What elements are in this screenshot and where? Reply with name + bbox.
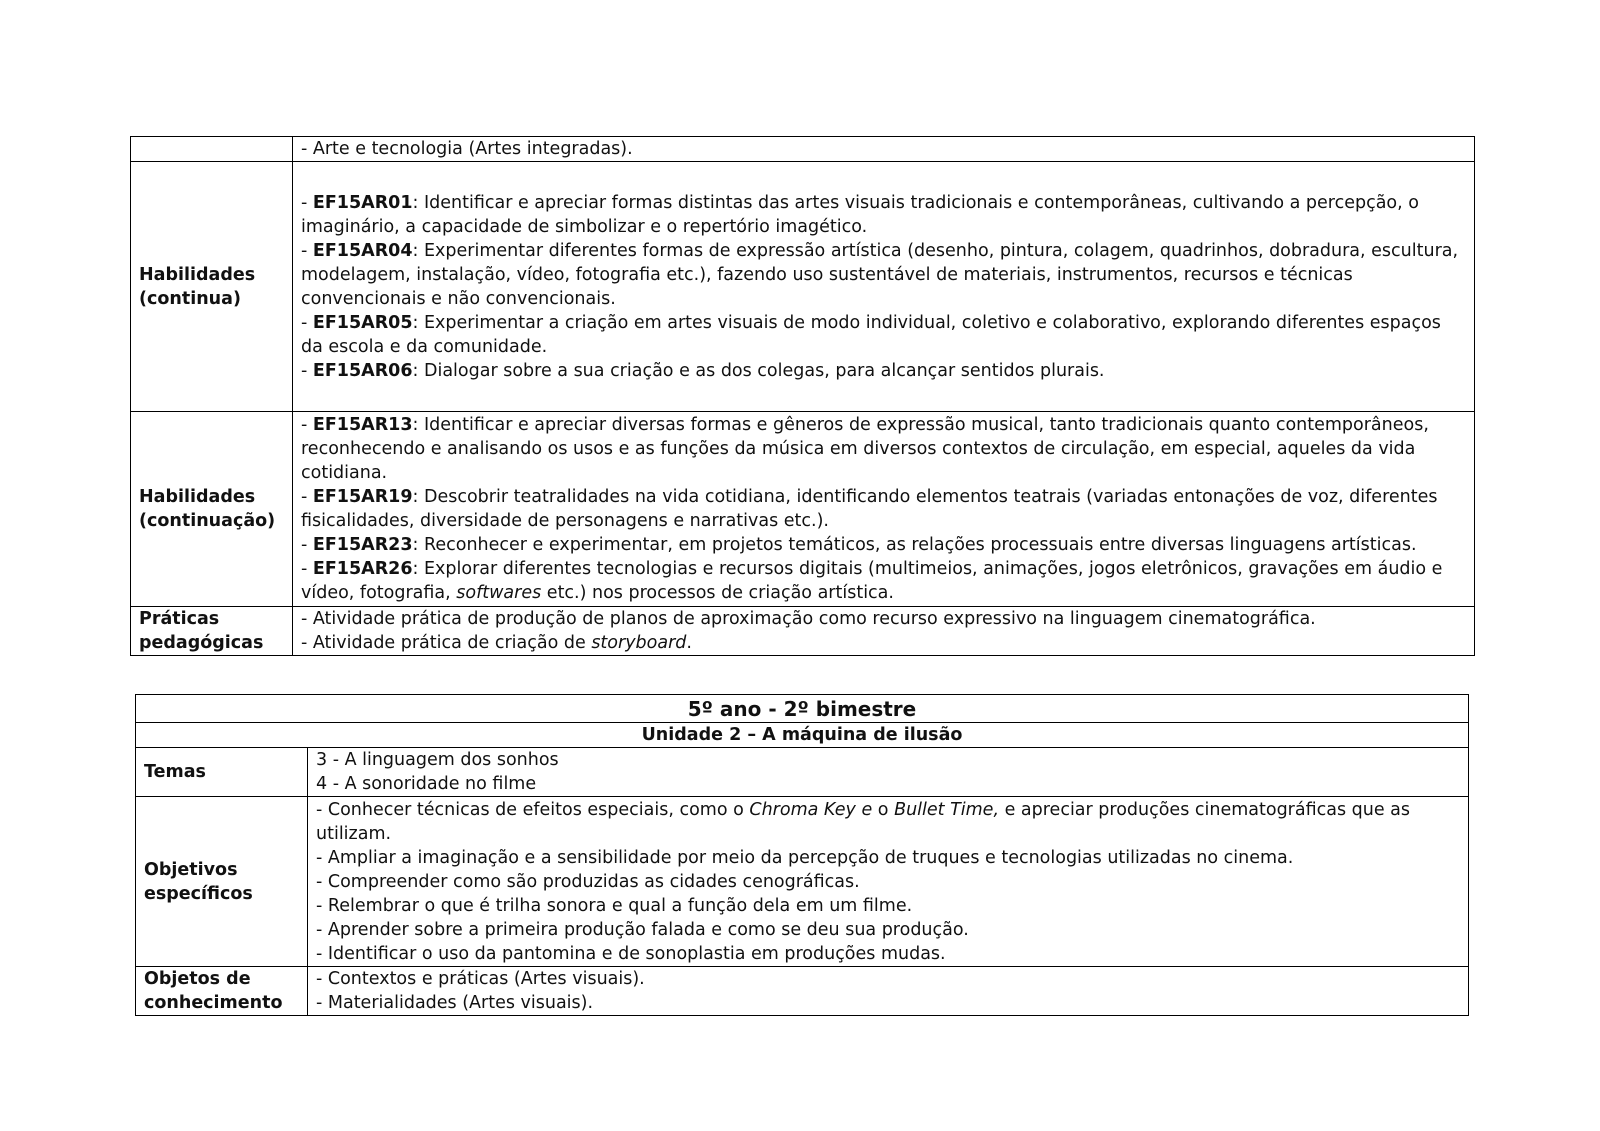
objetos-content xyxy=(308,967,1469,1016)
skill-code: EF15AR13 xyxy=(312,415,413,435)
praticas-content xyxy=(293,607,1475,656)
list-item: - EF15AR19: Descobrir teatralidades na vida cotidiana, identificando elementos teatrais (variadas entonações de voz, diferentes fisicalidades, diversidade de personagens e narrativas etc.). xyxy=(301,487,1438,531)
label-line: Habilidades xyxy=(139,487,256,507)
label-line: Práticas xyxy=(139,609,220,629)
table-row xyxy=(136,723,1469,748)
skill-text: : Reconhecer e experimentar, em projetos temáticos, as relações processuais entre diversas linguagens artísticas. xyxy=(412,535,1417,555)
row-content xyxy=(293,137,1475,162)
label-line: Objetos de xyxy=(144,969,251,989)
table-row xyxy=(136,967,1469,1016)
text: . xyxy=(686,633,692,653)
skill-code: EF15AR04 xyxy=(312,240,413,261)
skill-code: EF15AR01 xyxy=(312,192,413,213)
list-item: - EF15AR01: Identificar e apreciar formas distintas das artes visuais tradicionais e contemporâneas, cultivando a percepção, o imaginário, a capacidade de simbolizar e o repertório imagético. xyxy=(301,192,1419,237)
label-line: (continuação) xyxy=(139,511,276,531)
skill-code: EF15AR23 xyxy=(312,535,413,555)
text: - Atividade prática de criação de xyxy=(301,633,592,653)
skill-text: : Identificar e apreciar formas distintas das artes visuais tradicionais e contemporâneas, cultivando a percepção, o imaginário, a capacidade de simbolizar e o repertório imagético. xyxy=(301,192,1419,237)
table-row xyxy=(131,162,1475,412)
objetos-label xyxy=(136,967,308,1016)
table-row xyxy=(136,695,1469,723)
temas-content xyxy=(308,748,1469,797)
list-item: - Ampliar a imaginação e a sensibilidade por meio da percepção de truques e tecnologias utilizadas no cinema. xyxy=(316,847,1294,868)
skill-text: : Explorar diferentes tecnologias e recursos digitais (multimeios, animações, jogos eletrônicos, gravações em áudio e vídeo, fotografia, xyxy=(301,559,1443,603)
table-row xyxy=(131,607,1475,656)
label-line: (continua) xyxy=(139,288,241,309)
unit-table xyxy=(135,694,1469,1016)
skill-code: EF15AR19 xyxy=(312,487,413,507)
list-item: - EF15AR04: Experimentar diferentes formas de expressão artística (desenho, pintura, colagem, quadrinhos, dobradura, escultura, modelagem, instalação, vídeo, fotografia etc.), fazendo uso sustentável de materiais, instrumentos, recursos e técnicas convencionais e não convencionais. xyxy=(301,240,1459,309)
skill-text: : Experimentar diferentes formas de expressão artística (desenho, pintura, colagem, quadrinhos, dobradura, escultura, modelagem, instalação, vídeo, fotografia etc.), fazendo uso sustentável de materiais, instrumentos, recursos e técnicas convencionais e não convencionais. xyxy=(301,240,1459,309)
list-item: - EF15AR06: Dialogar sobre a sua criação e as dos colegas, para alcançar sentidos plurais. xyxy=(301,360,1105,381)
habilidades-continua-content xyxy=(293,162,1475,412)
skills-table xyxy=(130,136,1475,656)
list-item: - Materialidades (Artes visuais). xyxy=(316,993,594,1013)
table-row xyxy=(131,412,1475,607)
list-item: - Compreender como são produzidas as cidades cenográficas. xyxy=(316,871,860,892)
list-item: - EF15AR23: Reconhecer e experimentar, em projetos temáticos, as relações processuais entre diversas linguagens artísticas. xyxy=(301,535,1417,555)
objetivos-label xyxy=(136,797,308,967)
skill-code: EF15AR05 xyxy=(312,312,413,333)
list-item: - Identificar o uso da pantomina e de sonoplastia em produções mudas. xyxy=(316,943,946,964)
list-item xyxy=(301,631,1466,655)
skill-text: : Experimentar a criação em artes visuais de modo individual, coletivo e colaborativo, explorando diferentes espaços da escola e da comunidade. xyxy=(301,312,1441,357)
label-line: específicos xyxy=(144,883,253,904)
temas-label: Temas xyxy=(136,748,308,797)
row-label-empty xyxy=(131,137,293,162)
italic-text: Chroma Key e xyxy=(749,799,873,820)
list-item: - EF15AR26: Explorar diferentes tecnologias e recursos digitais (multimeios, animações, jogos eletrônicos, gravações em áudio e vídeo, fotografia, softwares etc.) nos processos de criação artística. xyxy=(301,559,1443,603)
table-row xyxy=(136,797,1469,967)
label-line: pedagógicas xyxy=(139,633,264,653)
skill-text: : Identificar e apreciar diversas formas e gêneros de expressão musical, tanto tradicionais quanto contemporâneos, reconhecendo e analisando os usos e as funções da música em diversos contextos de circulação, em especial, aqueles da vida cotidiana. xyxy=(301,415,1429,483)
habilidades-continua-label xyxy=(131,162,293,412)
objetivos-content xyxy=(308,797,1469,967)
list-item: - Contextos e práticas (Artes visuais). xyxy=(316,969,645,989)
text: o xyxy=(872,799,895,820)
skill-italic: softwares xyxy=(456,583,542,603)
skill-code: EF15AR26 xyxy=(312,559,413,579)
label-line: Habilidades xyxy=(139,264,256,285)
skill-text: : Descobrir teatralidades na vida cotidiana, identificando elementos teatrais (variadas entonações de voz, diferentes fisicalidades, diversidade de personagens e narrativas etc.). xyxy=(301,487,1438,531)
skill-code: EF15AR06 xyxy=(312,360,413,381)
text: - Conhecer técnicas de efeitos especiais, como o xyxy=(316,799,750,820)
table-row xyxy=(136,748,1469,797)
label-line: conhecimento xyxy=(144,993,283,1013)
list-item xyxy=(316,798,1460,846)
text: e apreciar produções cinematográficas que as utilizam. xyxy=(316,799,1411,844)
table-title: 5º ano - 2º bimestre xyxy=(136,695,1469,723)
table-subtitle: Unidade 2 – A máquina de ilusão xyxy=(136,723,1469,748)
list-item: - EF15AR13: Identificar e apreciar diversas formas e gêneros de expressão musical, tanto tradicionais quanto contemporâneos, reconhecendo e analisando os usos e as funções da música em diversos contextos de circulação, em especial, aqueles da vida cotidiana. xyxy=(301,415,1429,483)
habilidades-continuacao-label xyxy=(131,412,293,607)
praticas-label xyxy=(131,607,293,656)
table-row xyxy=(131,137,1475,162)
list-item: - EF15AR05: Experimentar a criação em artes visuais de modo individual, coletivo e colaborativo, explorando diferentes espaços da escola e da comunidade. xyxy=(301,312,1441,357)
italic-text: Bullet Time, xyxy=(894,799,1000,820)
label-line: Objetivos xyxy=(144,859,238,880)
list-item: - Arte e tecnologia (Artes integradas). xyxy=(301,139,633,159)
skill-text: etc.) nos processos de criação artística. xyxy=(541,583,894,603)
list-item: 3 - A linguagem dos sonhos xyxy=(316,750,559,770)
list-item: - Aprender sobre a primeira produção falada e como se deu sua produção. xyxy=(316,919,969,940)
skill-text: : Dialogar sobre a sua criação e as dos colegas, para alcançar sentidos plurais. xyxy=(412,360,1105,381)
list-item: 4 - A sonoridade no filme xyxy=(316,774,537,794)
habilidades-continuacao-content xyxy=(293,412,1475,607)
italic-text: storyboard xyxy=(591,633,687,653)
list-item: - Relembrar o que é trilha sonora e qual a função dela em um filme. xyxy=(316,895,913,916)
list-item: - Atividade prática de produção de planos de aproximação como recurso expressivo na linguagem cinematográfica. xyxy=(301,609,1316,629)
